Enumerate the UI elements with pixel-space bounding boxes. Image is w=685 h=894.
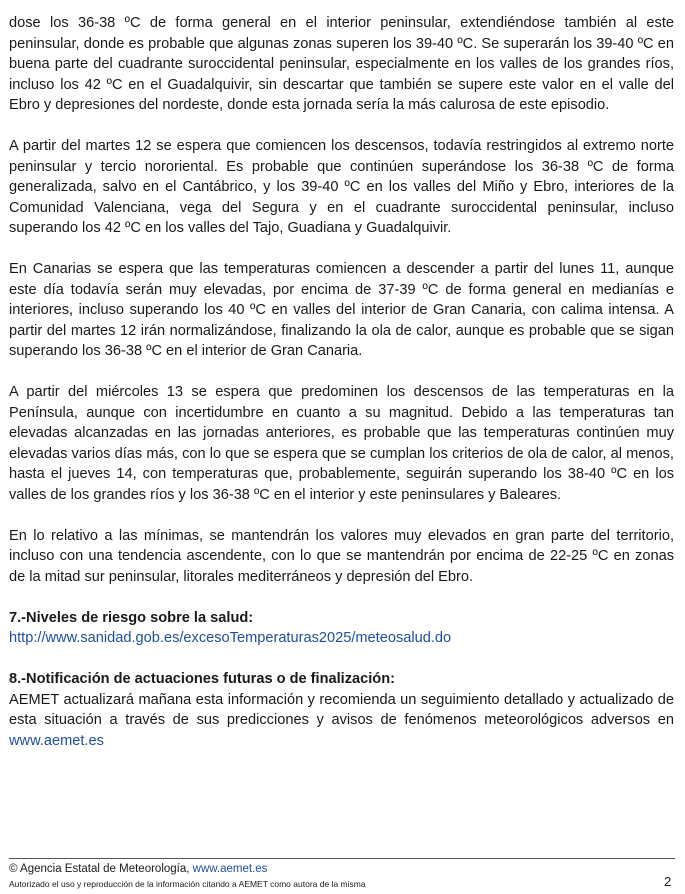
page-number: 2 bbox=[664, 874, 672, 889]
section-8-body: AEMET actualizará mañana esta información y recomienda un seguimiento detallado y actualizado de esta situación a través de sus predicciones y avisos de fenómenos meteorológicos adversos en bbox=[9, 691, 674, 728]
section-7-heading: 7.-Niveles de riesgo sobre la salud: bbox=[9, 609, 254, 626]
footer-copyright bbox=[9, 862, 267, 877]
paragraph-4: A partir del miércoles 13 se espera que predominen los descensos de las temperaturas en la Península, aunque con incertidumbre en cuanto a su magnitud. Debido a las temperaturas tan elevadas alcanzadas en las jornadas anteriores, es probable que las temperaturas continúen muy elevadas varios días más, con lo que se espera que se cumplan los criterios de ola de calor, al menos, hasta el jueves 14, con temperaturas que, probablemente, seguirán superando los 38-40 ºC en los valles de los grandes ríos y los 36-38 ºC en el interior y este peninsulares y Baleares. bbox=[9, 384, 674, 503]
section-8-text bbox=[9, 690, 674, 752]
aemet-link[interactable]: www.aemet.es bbox=[9, 732, 104, 749]
section-7-link-line bbox=[9, 628, 674, 649]
footer-org: © Agencia Estatal de Meteorología, bbox=[9, 863, 193, 875]
paragraph-5: En lo relativo a las mínimas, se mantendrán los valores muy elevados en gran parte del territorio, incluso con una tendencia ascendente, con lo que se mantendrán por encima de 22-25 ºC en zonas de la mitad sur peninsular, litorales mediterráneos y depresión del Ebro. bbox=[9, 527, 674, 585]
paragraph-2: A partir del martes 12 se espera que comiencen los descensos, todavía restringidos al extremo norte peninsular y tercio nororiental. Es probable que continúen superándose los 36-38 ºC de forma generalizada, salvo en el Cantábrico, y los 39-40 ºC en los valles del Miño y Ebro, interiores de la Comunidad Valenciana, vega del Segura y en el cuadrante suroccidental peninsular, incluso superando los 42 ºC en los valles del Tajo, Guadiana y Guadalquivir. bbox=[9, 138, 674, 236]
footer-divider bbox=[9, 858, 675, 859]
footer-aemet-link[interactable]: www.aemet.es bbox=[192, 863, 268, 875]
document-body bbox=[9, 13, 674, 772]
paragraph-1: dose los 36-38 ºC de forma general en el interior peninsular, extendiéndose también al este peninsular, donde es probable que algunas zonas superen los 39-40 ºC. Se superarán los 39-40 ºC en buena parte del cuadrante suroccidental peninsular, especialmente en los valles de los grandes ríos, incluso los 42 ºC en el Guadalquivir, sin descartar que también se supere este valor en el valle del Ebro y depresiones del nordeste, donde esta jornada sería la más calurosa de este episodio. bbox=[9, 15, 674, 113]
footer-notice: Autorizado el uso y reproducción de la información citando a AEMET como autora de la misma bbox=[9, 879, 366, 889]
sanidad-link[interactable]: http://www.sanidad.gob.es/excesoTemperaturas2025/meteosalud.do bbox=[9, 630, 452, 646]
section-8-heading: 8.-Notificación de actuaciones futuras o de finalización: bbox=[9, 671, 395, 687]
paragraph-3: En Canarias se espera que las temperaturas comiencen a descender a partir del lunes 11, aunque este día todavía serán muy elevadas, por encima de 37-39 ºC de forma general en medianías e interiores, incluso superando los 40 ºC en valles del interior de Gran Canaria, con calima intensa. A partir del martes 12 irán normalizándose, finalizando la ola de calor, aunque es probable que se sigan superando los 36-38 ºC en el interior de Gran Canaria. bbox=[9, 261, 674, 359]
